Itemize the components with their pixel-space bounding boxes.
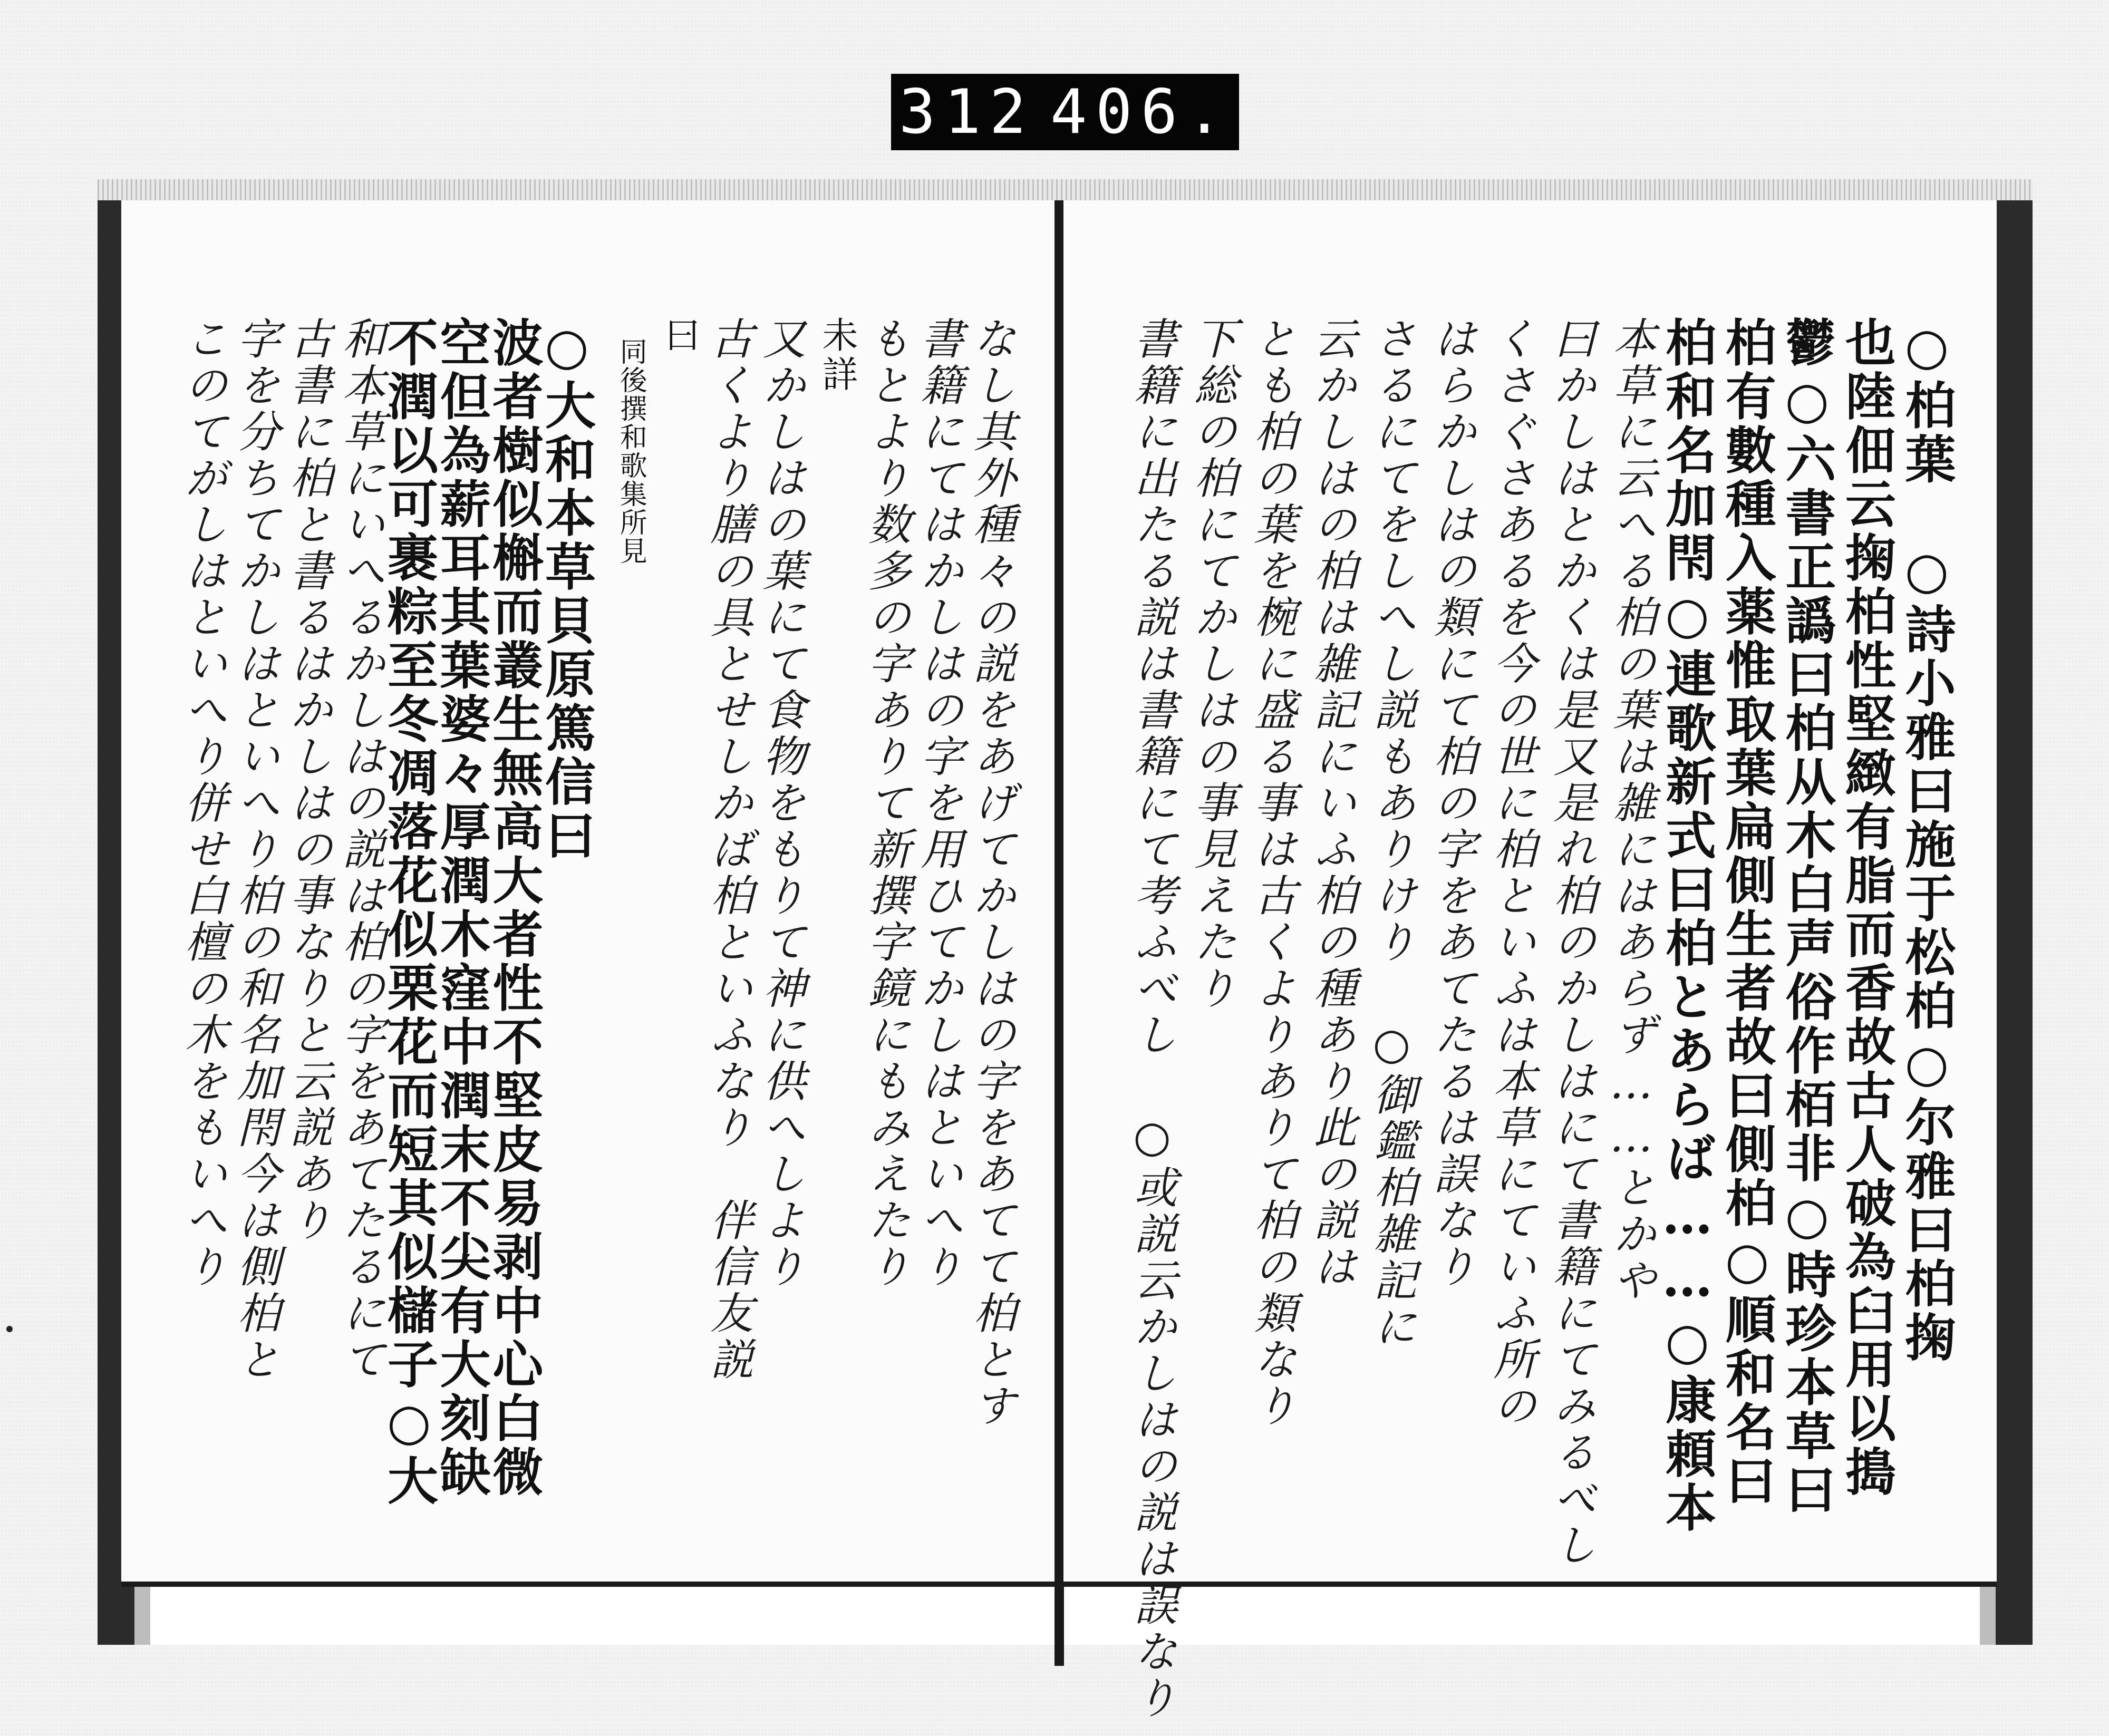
left-page-column: なし其外種々の説をあげてかしはの字をあてて柏とす (966, 316, 1016, 1430)
right-page-column: 柏有數種入薬惟取葉扁側生者故曰側柏○順和名曰 (1717, 316, 1777, 1508)
right-page-column: 本草に云へる柏の葉は雑にはあらず……とかや (1606, 316, 1657, 1304)
right-page-column: 也陸佃云掬柏性堅緻有脂而香故古人破為臼用以搗 (1837, 316, 1897, 1499)
left-page-column: 不潤以可裹粽至冬凋落花似栗花而短其似櫧子○大 (379, 316, 439, 1508)
left-page-column: 同後撰和歌集所見 (615, 337, 647, 565)
left-page-column: もとより数多の字ありて新撰字鏡にもみえたり (860, 316, 911, 1291)
left-page-column: このてがしはといへり併せ白檀の木をもいへり (177, 316, 228, 1291)
right-page-column: 云かしはの柏は雑記にいふ柏の種あり此の説は (1307, 316, 1357, 1291)
left-page-column: ○大和本草貝原篤信曰 (537, 316, 597, 863)
right-page-column: ○柏葉 ○詩小雅曰施于松柏○尔雅曰柏掬 (1897, 316, 1957, 1365)
book-gutter (1054, 200, 1064, 1666)
right-page-column: くさぐさあるを今の世に柏といふは本草にていふ所の (1486, 316, 1536, 1430)
right-page-column: 柏和名加閇○連歌新式曰柏とあらば……○康頼本 (1657, 316, 1717, 1535)
left-page-column: 又かしはの葉にて食物をもりて神に供へしより (756, 316, 806, 1291)
left-page-column: 波者樹似槲而叢生無高大者性不堅皮易剥中心白微 (484, 316, 544, 1499)
left-page-column: 曰 (658, 316, 700, 355)
left-page (121, 200, 1057, 1587)
margin-mark (6, 1326, 13, 1332)
right-page-column: 鬱○六書正譌曰柏从木白声俗作栢非○時珍本草曰 (1777, 316, 1837, 1517)
left-page-column: 古くより膳の具とせしかば柏といふなり 伴信友説 (703, 316, 753, 1383)
label-right-number: 406. (1050, 76, 1232, 148)
left-page-column: 古書に柏と書るはかしはの事なりと云説あり (283, 316, 333, 1244)
right-page-column: さるにてをしへし説もありけり ○御鑑柏雑記に (1366, 316, 1417, 1351)
right-page-text (1114, 316, 1957, 1722)
left-page-column: 空但為薪耳其葉婆々厚潤木窪中潤末不尖有大刻缺 (432, 316, 492, 1499)
left-page-column: 和本草にいへるかしはの説は柏の字をあてたるにて (335, 316, 385, 1383)
left-page-column: 未詳 (816, 316, 858, 394)
open-book (98, 179, 2033, 1722)
label-left-number: 312 (898, 76, 1035, 148)
left-page-text (171, 316, 1016, 1508)
right-page-column: 下総の柏にてかしはの事見えたり (1187, 316, 1237, 1012)
right-page (1063, 200, 1997, 1722)
right-page-column: 曰かしはとかくは是又是れ柏のかしはにて書籍にてみるべし (1546, 316, 1597, 1569)
left-page-column: 字を分ちてかしはといへり柏の和名加閇今は側柏と (230, 316, 280, 1383)
right-page-column: とも柏の葉を椀に盛る事は古くよりありて柏の類なり (1246, 316, 1297, 1430)
right-page-column: 書籍に出たる説は書籍にて考ふべし ○或説云かしはの説は誤なり (1127, 316, 1177, 1722)
catalog-number-label (891, 74, 1239, 150)
right-page-column: はらかしはの類にて柏の字をあてたるは誤なり (1426, 316, 1477, 1291)
left-page-column: 書籍にてはかしはの字を用ひてかしはといへり (913, 316, 964, 1291)
